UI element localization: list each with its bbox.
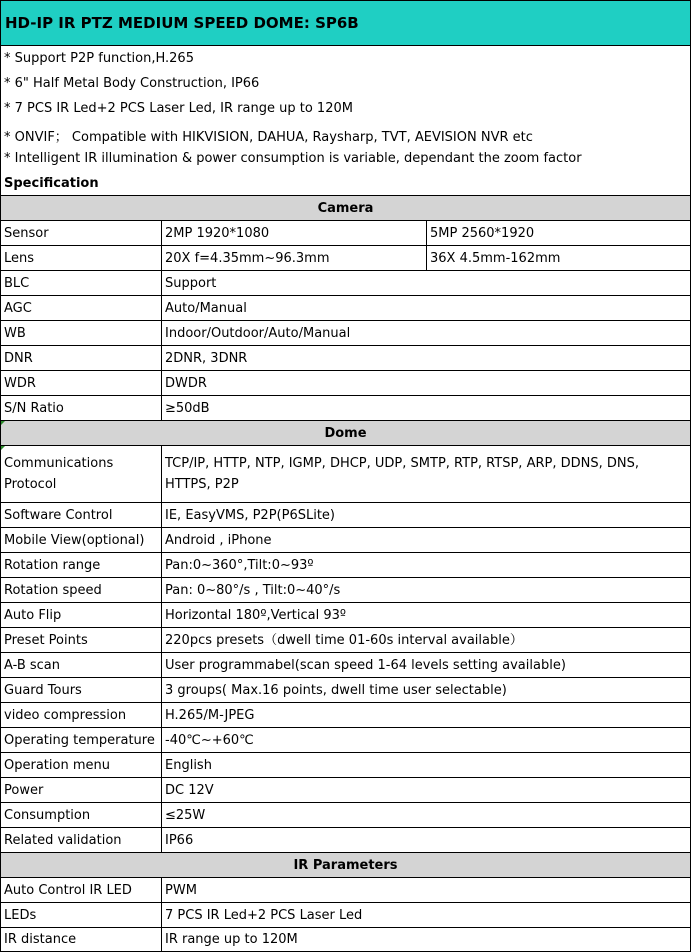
row-value: User programmabel(scan speed 1-64 levels setting available) (165, 657, 566, 673)
table-row (0, 677, 691, 702)
table-row (0, 777, 691, 802)
row-label: Communications Protocol (1, 446, 162, 502)
section-header-ir (0, 852, 691, 877)
section-title: IR Parameters (293, 857, 398, 873)
row-label: Mobile View(optional) (1, 528, 162, 552)
row-value: DWDR (165, 375, 207, 391)
row-label: Related validation (1, 828, 162, 852)
row-label: Lens (1, 246, 162, 270)
table-row (0, 702, 691, 727)
table-row (0, 220, 691, 245)
table-row (0, 502, 691, 527)
table-row (0, 395, 691, 420)
section-title: Dome (324, 425, 367, 441)
section-title: Camera (317, 200, 374, 216)
row-value: H.265/M-JPEG (165, 707, 255, 723)
row-value: Pan: 0~80°/s , Tilt:0~40°/s (165, 582, 341, 598)
intro-line: * Intelligent IR illumination & power consumption is variable, dependant the zoom factor (4, 151, 582, 166)
intro-line: * Support P2P function,H.265 (4, 51, 194, 66)
row-label: Sensor (1, 221, 162, 245)
row-label: A-B scan (1, 653, 162, 677)
specification-heading: Specification (4, 176, 99, 191)
row-label: Guard Tours (1, 678, 162, 702)
table-row (0, 652, 691, 677)
intro-line: * 7 PCS IR Led+2 PCS Laser Led, IR range up to 120M (4, 101, 353, 116)
row-value: 20X f=4.35mm~96.3mm (162, 246, 427, 270)
row-value: IP66 (165, 832, 194, 848)
row-label: LEDs (1, 903, 162, 927)
table-row (0, 902, 691, 927)
row-label: Rotation range (1, 553, 162, 577)
row-label: Software Control (1, 503, 162, 527)
row-value: 2MP 1920*1080 (162, 221, 427, 245)
row-value: Android , iPhone (165, 532, 272, 548)
row-label: BLC (1, 271, 162, 295)
row-label: Auto Control IR LED (1, 878, 162, 902)
row-value: DC 12V (165, 782, 214, 798)
row-label: Auto Flip (1, 603, 162, 627)
intro-block (0, 46, 691, 195)
table-row (0, 927, 691, 952)
table-row (0, 802, 691, 827)
table-row (0, 295, 691, 320)
table-row (0, 345, 691, 370)
row-value-alt: 36X 4.5mm-162mm (430, 250, 561, 266)
page-title: HD-IP IR PTZ MEDIUM SPEED DOME: SP6B (0, 0, 691, 46)
table-row (0, 877, 691, 902)
row-value: ≥50dB (165, 400, 210, 416)
table-row (0, 445, 691, 502)
row-value: 3 groups( Max.16 points, dwell time user selectable) (165, 682, 507, 698)
table-row (0, 370, 691, 395)
row-label: video compression (1, 703, 162, 727)
row-label: AGC (1, 296, 162, 320)
table-row (0, 270, 691, 295)
row-value: 2DNR, 3DNR (165, 350, 248, 366)
row-label: DNR (1, 346, 162, 370)
row-label: Preset Points (1, 628, 162, 652)
table-row (0, 577, 691, 602)
row-label: Operation menu (1, 753, 162, 777)
row-label: WB (1, 321, 162, 345)
row-label: Power (1, 778, 162, 802)
section-header-dome (0, 420, 691, 445)
row-value: Horizontal 180º,Vertical 93º (165, 607, 347, 623)
row-value: Pan:0~360°,Tilt:0~93º (165, 557, 314, 573)
row-label: WDR (1, 371, 162, 395)
section-header-camera (0, 195, 691, 220)
table-row (0, 602, 691, 627)
table-row (0, 727, 691, 752)
row-label: IR distance (1, 928, 162, 951)
row-value: 7 PCS IR Led+2 PCS Laser Led (165, 907, 363, 923)
row-value: Support (165, 275, 217, 291)
row-value: -40℃~+60℃ (165, 732, 254, 748)
row-label: Operating temperature (1, 728, 162, 752)
row-value: TCP/IP, HTTP, NTP, IGMP, DHCP, UDP, SMTP, RTP, RTSP, ARP, DDNS, DNS, HTTPS, P2P (165, 456, 639, 492)
intro-line: * ONVIF； Compatible with HIKVISION, DAHUA, Raysharp, TVT, AEVISION NVR etc (4, 130, 533, 145)
row-label: Rotation speed (1, 578, 162, 602)
row-value: PWM (165, 882, 197, 898)
row-label: S/N Ratio (1, 396, 162, 420)
row-value-alt: 5MP 2560*1920 (430, 225, 535, 241)
row-label: Consumption (1, 803, 162, 827)
row-value: Auto/Manual (165, 300, 247, 316)
row-value: ≤25W (165, 807, 206, 823)
table-row (0, 527, 691, 552)
table-row (0, 627, 691, 652)
row-value: Indoor/Outdoor/Auto/Manual (165, 325, 351, 341)
table-row (0, 552, 691, 577)
intro-line: * 6" Half Metal Body Construction, IP66 (4, 76, 260, 91)
row-value: IE, EasyVMS, P2P(P6SLite) (165, 507, 335, 523)
row-value: IR range up to 120M (165, 932, 298, 947)
table-row (0, 320, 691, 345)
table-row (0, 752, 691, 777)
table-row (0, 827, 691, 852)
row-value: English (165, 757, 212, 773)
table-row (0, 245, 691, 270)
row-value: 220pcs presets（dwell time 01-60s interval available） (165, 632, 523, 648)
